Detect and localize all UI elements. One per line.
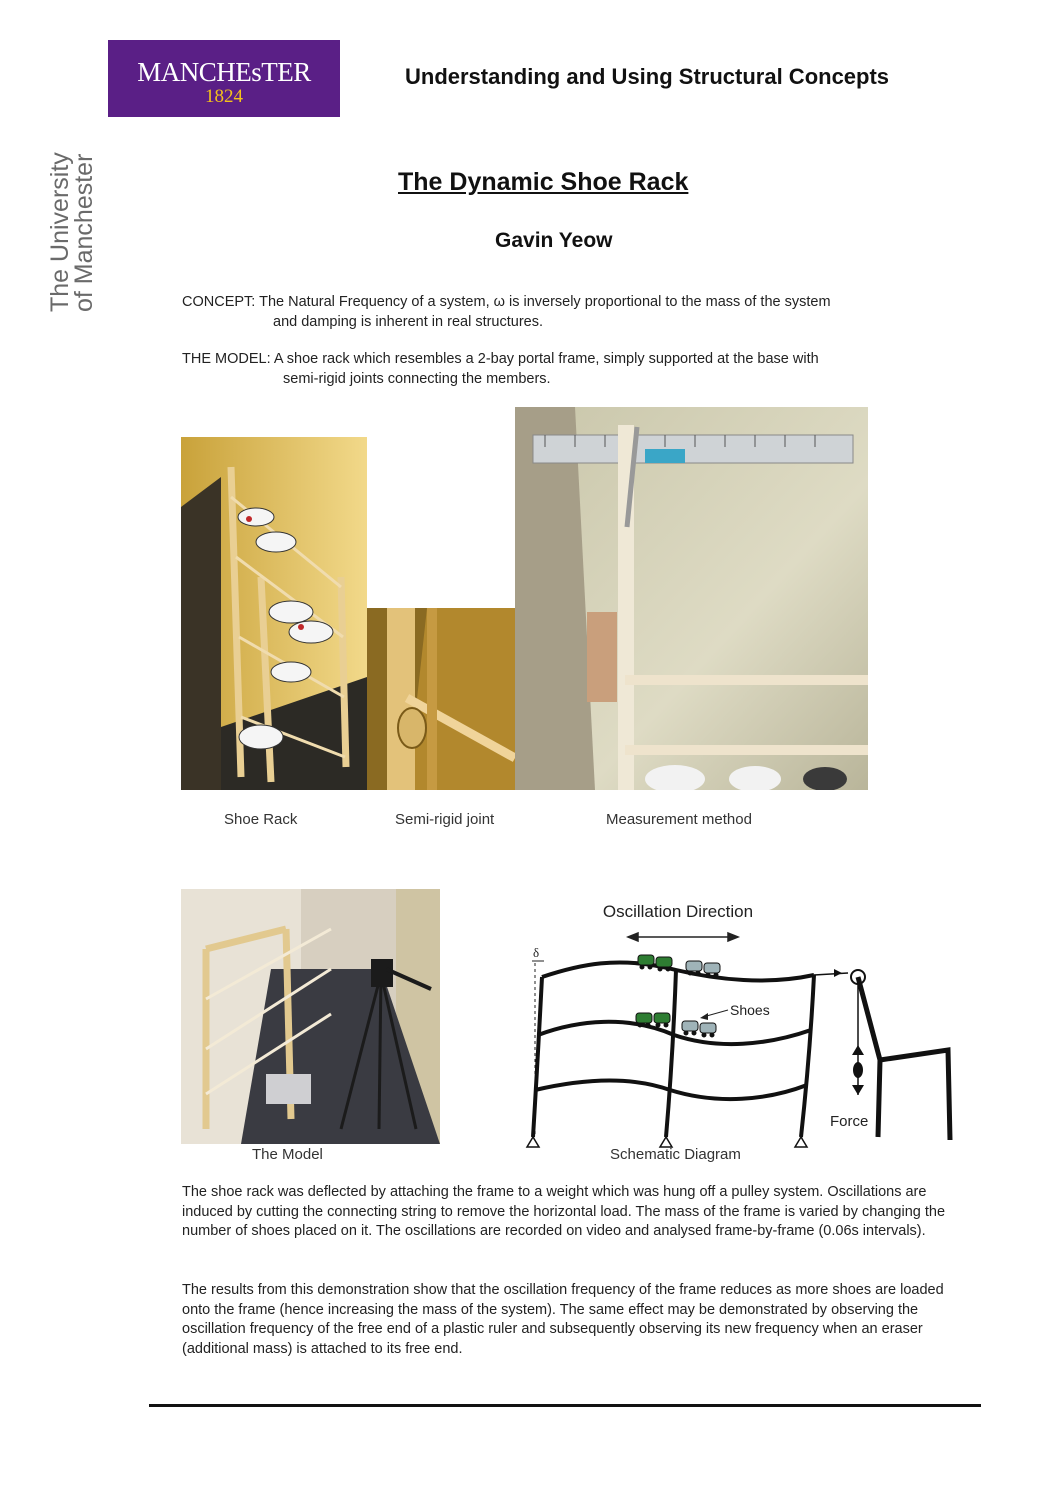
results-paragraph: The results from this demonstration show that the oscillation frequency of the frame reduces as more shoes are loaded onto the frame (hence increasing the mass of the system). The same effect may be demonstrated by observing the oscillation frequency of the free end of a plastic ruler and subsequently observing its new frequency when an eraser (additional mass) is attached to its free end. [182, 1282, 944, 1357]
delta-symbol: δ [533, 945, 540, 960]
frame-columns [533, 970, 814, 1137]
model-paragraph [182, 350, 962, 389]
model-line2: semi-rigid joints connecting the members. [283, 370, 551, 387]
measurement-method-photo [515, 407, 868, 790]
logo-name: MANCHEsTER [137, 57, 311, 87]
pulley-stand [858, 977, 950, 1140]
university-vertical-wordmark [48, 112, 96, 312]
university-wordmark-line1: The University [46, 152, 74, 312]
schematic-diagram [518, 895, 963, 1150]
shoes-middle-green [636, 1013, 670, 1027]
concept-paragraph [182, 293, 962, 332]
semi-rigid-joint-photo [367, 608, 515, 790]
concept-line1: The Natural Frequency of a system, ω is inversely proportional to the mass of the system [259, 294, 831, 310]
weight [852, 1045, 864, 1095]
shoes-label: Shoes [730, 1002, 770, 1018]
document-title: The Dynamic Shoe Rack [398, 168, 689, 196]
caption-shoe-rack: Shoe Rack [224, 811, 298, 828]
method-paragraph: The shoe rack was deflected by attaching the frame to a weight which was hung off a pulley system. Oscillations are induced by cutting the connecting string to remove the horizontal load. The mass of the frame is varied by changing the number of shoes placed on it. The oscillations are recorded on video and analysed frame-by-frame (0.06s intervals). [182, 1184, 946, 1239]
oscillation-arrow [628, 933, 738, 941]
caption-schematic-diagram: Schematic Diagram [610, 1146, 741, 1163]
logo-year: 1824 [205, 86, 243, 107]
force-label: Force [830, 1113, 869, 1130]
shoe-rack-photo [181, 437, 367, 790]
footer-rule [149, 1404, 981, 1407]
shoes-middle-grey [682, 1021, 716, 1037]
university-wordmark-line2: of Manchester [70, 153, 98, 312]
model-line1: A shoe rack which resembles a 2-bay portal frame, simply supported at the base with [273, 351, 819, 367]
series-title: Understanding and Using Structural Concepts [405, 64, 890, 89]
model-label: THE MODEL: [182, 351, 271, 367]
university-logo [108, 40, 340, 117]
caption-the-model: The Model [252, 1146, 323, 1163]
the-model-photo [181, 889, 440, 1144]
caption-semi-rigid-joint: Semi-rigid joint [395, 811, 495, 828]
author-name: Gavin Yeow [495, 229, 613, 252]
concept-label: CONCEPT: [182, 294, 256, 310]
concept-line2: and damping is inherent in real structures. [273, 313, 544, 330]
caption-measurement-method: Measurement method [606, 811, 752, 828]
shoes-top-green [638, 955, 672, 971]
oscillation-direction-label: Oscillation Direction [602, 902, 754, 921]
